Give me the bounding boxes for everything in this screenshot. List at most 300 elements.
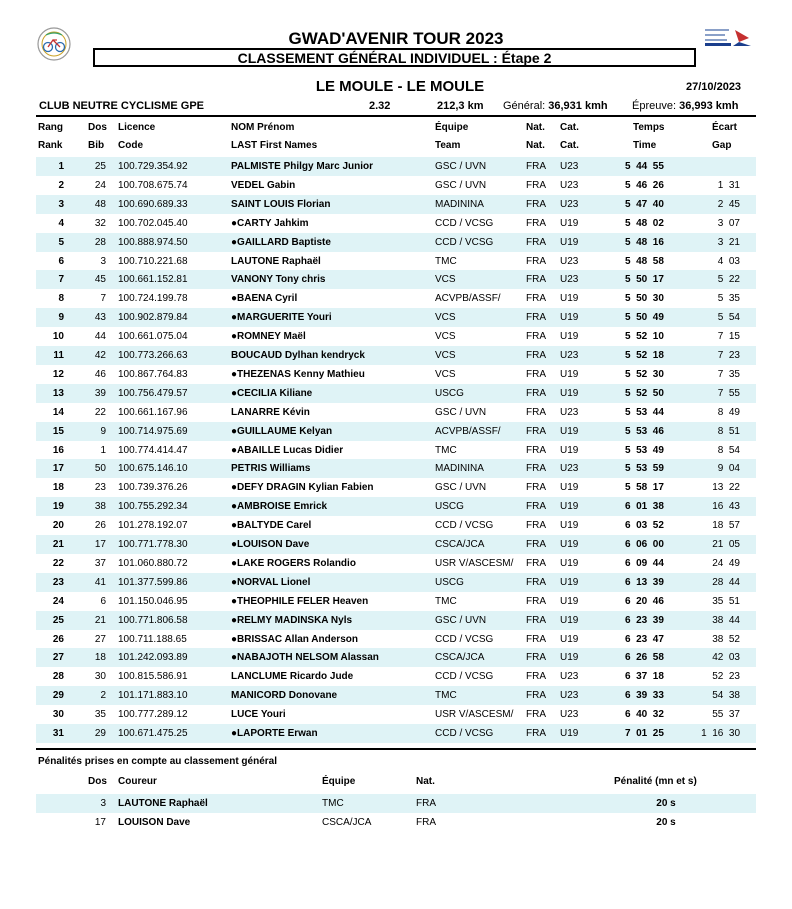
cell-bib: 1 [100,444,106,456]
general-speed-block [503,100,608,112]
col-temps: Temps [633,122,665,133]
cell-rank: 19 [52,501,64,513]
cell-gap: 1 31 [717,179,740,191]
cell-nat: FRA [526,482,546,494]
table-row [36,195,756,214]
cell-cat: U23 [560,274,579,286]
cell-name: ●BRISSAC Allan Anderson [231,633,358,645]
cell-nat: FRA [526,595,546,607]
cell-cat: U19 [560,236,579,248]
col-team: Team [435,140,461,151]
cell-rank: 14 [52,406,64,418]
cell-rank: 31 [52,728,64,739]
cell-team: ACVPB/ASSF/ [435,425,501,437]
cell-bib: 41 [94,576,106,588]
table-row [36,327,756,346]
cell-code: 100.690.689.33 [118,198,188,210]
cell-bib: 9 [100,425,106,437]
cell-cat: U19 [560,652,579,664]
cell-bib: 43 [94,312,106,324]
cell-team: USCG [435,387,464,399]
cell-code: 100.675.146.10 [118,463,188,475]
cell-bib: 30 [94,671,106,683]
table-row [36,630,756,649]
cell-time: 5 44 55 [625,161,664,172]
cell-time: 5 50 49 [625,312,664,324]
col-ecart: Écart [712,122,738,133]
cell-nat: FRA [526,368,546,380]
cell-gap: 7 23 [717,350,740,361]
table-row [36,252,756,271]
cell-code: 100.739.376.26 [118,482,188,494]
cell-name: ●BAENA Cyril [231,293,298,305]
cell-team: VCS [435,368,456,380]
cell-bib: 32 [94,217,106,229]
cell-time: 5 53 46 [625,425,664,437]
cell-team: ACVPB/ASSF/ [435,293,501,305]
cell-rank: 10 [52,331,64,343]
cell-nat: FRA [526,633,546,645]
cell-name: ●ROMNEY Maël [231,331,306,343]
cell-time: 6 01 38 [625,501,664,513]
cell-gap: 7 35 [717,368,740,380]
cell-code: 100.902.879.84 [118,312,188,324]
cell-team: VCS [435,274,456,286]
cell-team: CCD / VCSG [435,236,494,248]
penalty-cell-nat: FRA [416,817,436,828]
cell-team: VCS [435,331,456,343]
cell-rank: 20 [52,520,64,532]
cell-code: 100.714.975.69 [118,425,188,437]
table-row [36,459,756,478]
cell-gap: 13 22 [712,482,740,494]
col-dos: Dos [88,122,107,133]
cell-rank: 4 [58,217,64,229]
cell-code: 101.150.046.95 [118,595,188,607]
cell-cat: U19 [560,444,579,456]
cell-bib: 17 [94,539,106,550]
race-date: 27/10/2023 [686,81,742,93]
cell-time: 5 53 49 [625,444,664,456]
cell-gap: 21 05 [712,539,740,550]
cell-time: 5 52 50 [625,387,664,399]
cell-name: ●RELMY MADINSKA Nyls [231,614,353,626]
cell-time: 5 53 59 [625,463,664,475]
cell-bib: 50 [94,463,106,475]
cell-time: 5 48 16 [625,236,664,248]
cell-cat: U19 [560,614,579,626]
cell-bib: 6 [100,595,106,607]
col-nom: NOM Prénom [231,122,295,133]
cell-name: LANCLUME Ricardo Jude [231,671,354,683]
table-row [36,516,756,535]
col-code: Code [118,140,143,151]
cell-nat: FRA [526,728,546,739]
cell-name: MANICORD Donovane [231,690,338,702]
cell-gap: 42 03 [712,652,740,664]
col-nat: Nat. [526,122,545,133]
cell-cat: U23 [560,350,579,361]
col-equipe: Équipe [435,122,469,133]
cell-code: 101.171.883.10 [118,690,188,702]
cell-rank: 18 [52,482,64,494]
cell-bib: 25 [94,161,106,172]
cell-cat: U19 [560,217,579,229]
cell-code: 100.771.778.30 [118,539,188,550]
cell-team: TMC [435,255,457,267]
cell-rank: 8 [58,293,64,305]
cell-team: USCG [435,501,464,513]
cell-team: CCD / VCSG [435,728,494,739]
cell-bib: 18 [94,652,106,664]
table-row [36,289,756,308]
penalty-cell-bib: 3 [100,798,106,809]
penalty-cell-team: CSCA/JCA [322,817,372,828]
cell-gap: 4 03 [717,255,740,267]
penalty-cell-penalty: 20 s [656,798,676,809]
table-row [36,365,756,384]
cell-time: 7 01 25 [625,728,664,739]
cell-team: TMC [435,444,457,456]
col-gap: Gap [712,140,732,151]
cell-name: LUCE Youri [231,709,286,721]
table-row [36,478,756,497]
cell-time: 6 26 58 [625,652,664,664]
col-cat: Cat. [560,122,579,133]
table-row [36,497,756,516]
cell-name: ●GAILLARD Baptiste [231,236,331,248]
cell-time: 6 06 00 [625,539,664,550]
cell-bib: 3 [100,255,106,267]
cell-gap: 8 51 [717,425,740,437]
event-title: GWAD'AVENIR TOUR 2023 [288,29,504,48]
cell-cat: U23 [560,255,579,267]
cell-team: CSCA/JCA [435,539,485,550]
cell-gap: 8 49 [717,406,740,418]
cell-name: ●LAPORTE Erwan [231,728,318,739]
cell-bib: 35 [94,709,106,721]
cell-time: 6 23 39 [625,614,664,626]
table-row [36,403,756,422]
cell-bib: 38 [94,501,106,513]
cell-rank: 12 [52,368,64,380]
cell-rank: 9 [58,312,64,324]
epreuve-speed-block [632,100,738,112]
table-row [36,176,756,195]
cell-rank: 28 [52,671,64,683]
cell-gap: 7 15 [717,331,740,343]
cell-time: 5 58 17 [625,482,664,494]
cell-team: GSC / UVN [435,179,487,191]
cell-bib: 7 [100,293,106,305]
classification-subtitle: CLASSEMENT GÉNÉRAL INDIVIDUEL : Étape 2 [93,48,696,67]
cell-name: ●THEOPHILE FELER Heaven [231,595,369,607]
cell-code: 101.278.192.07 [118,520,188,532]
penalty-cell-penalty: 20 s [656,817,676,828]
cell-time: 6 03 52 [625,520,664,532]
cell-time: 5 48 58 [625,255,664,267]
epreuve-speed-label: Épreuve: [632,100,677,112]
cell-nat: FRA [526,198,546,210]
cell-name: PETRIS Williams [231,463,311,475]
cell-cat: U19 [560,482,579,494]
cell-gap: 9 04 [717,463,740,475]
cell-team: MADININA [435,198,484,210]
cell-code: 100.671.475.25 [118,728,188,739]
cell-gap: 3 21 [717,236,740,248]
cell-time: 6 13 39 [625,576,664,588]
cell-cat: U23 [560,179,579,191]
cell-rank: 5 [58,236,64,248]
cell-time: 5 50 17 [625,274,664,286]
cell-gap: 35 51 [712,595,740,607]
cell-bib: 39 [94,387,106,399]
cell-name: SAINT LOUIS Florian [231,198,331,210]
cell-cat: U23 [560,709,579,721]
cell-code: 100.661.152.81 [118,274,188,286]
cell-cat: U19 [560,539,579,550]
cell-name: BOUCAUD Dylhan kendryck [231,350,365,361]
cell-name: ●GUILLAUME Kelyan [231,425,333,437]
cell-time: 6 37 18 [625,671,664,683]
table-row [36,686,756,705]
cell-time: 5 53 44 [625,406,664,418]
cell-cat: U19 [560,368,579,380]
table-row [36,705,756,724]
cell-rank: 7 [58,274,64,286]
cell-gap: 16 43 [712,501,740,513]
col-rank: Rank [38,140,63,151]
table-row [36,573,756,592]
penalty-cell-nat: FRA [416,798,436,809]
cell-code: 100.771.806.58 [118,614,188,626]
cell-nat: FRA [526,387,546,399]
cell-code: 100.755.292.34 [118,501,188,513]
cell-gap: 5 54 [717,312,740,324]
cell-time: 5 48 02 [625,217,664,229]
pen-col-penalite: Pénalité (mn et s) [614,776,697,787]
cell-rank: 22 [52,557,64,569]
col-bib: Bib [88,140,105,151]
cell-bib: 29 [94,728,106,739]
cell-name: PALMISTE Philgy Marc Junior [231,161,374,172]
cell-cat: U19 [560,387,579,399]
cell-bib: 44 [94,331,106,343]
cell-bib: 45 [94,274,106,286]
cell-nat: FRA [526,690,546,702]
cell-code: 100.773.266.63 [118,350,188,361]
cell-rank: 16 [52,444,64,456]
cell-bib: 2 [100,690,106,702]
penalty-cell-name: LOUISON Dave [118,817,191,828]
stage-distance: 212,3 km [437,100,484,112]
cell-code: 100.729.354.92 [118,161,188,172]
cell-cat: U19 [560,501,579,513]
table-row [36,214,756,233]
cell-team: CSCA/JCA [435,652,485,664]
cell-cat: U19 [560,293,579,305]
cell-name: ●CECILIA Kiliane [231,387,313,399]
cell-code: 101.377.599.86 [118,576,188,588]
cell-nat: FRA [526,444,546,456]
cell-code: 100.708.675.74 [118,179,188,191]
cell-code: 100.724.199.78 [118,293,188,305]
cell-gap: 52 23 [712,671,740,683]
cell-code: 101.060.880.72 [118,557,188,569]
cell-code: 100.710.221.68 [118,255,188,267]
cell-code: 100.815.586.91 [118,671,188,683]
cell-rank: 29 [52,690,64,702]
cell-time: 6 23 47 [625,633,664,645]
cell-code: 100.777.289.12 [118,709,188,721]
cell-rank: 25 [52,614,64,626]
cell-team: GSC / UVN [435,482,487,494]
cell-gap: 1 16 30 [701,728,740,739]
stage-time: 2.32 [369,100,391,112]
cell-bib: 21 [94,614,106,626]
table-row [36,346,756,365]
cell-rank: 2 [58,179,64,191]
cell-code: 101.242.093.89 [118,652,188,664]
cell-cat: U23 [560,690,579,702]
cell-code: 100.756.479.57 [118,387,188,399]
cell-name: ●DEFY DRAGIN Kylian Fabien [231,482,374,494]
cell-cat: U19 [560,425,579,437]
cell-team: CCD / VCSG [435,633,494,645]
table-row [36,554,756,573]
penalty-cell-name: LAUTONE Raphaël [118,798,208,809]
penalty-row [36,813,756,832]
cell-cat: U23 [560,161,579,172]
cell-team: GSC / UVN [435,406,487,418]
cell-rank: 17 [52,463,64,475]
cell-cat: U19 [560,331,579,343]
table-row [36,308,756,327]
cell-gap: 7 55 [717,387,740,399]
cell-time: 6 09 44 [625,557,664,569]
cell-team: USR V/ASCESM/ [435,709,514,721]
cell-name: ●NORVAL Lionel [231,576,311,588]
penalty-cell-bib: 17 [94,817,106,828]
cell-cat: U19 [560,520,579,532]
cell-rank: 30 [52,709,64,721]
table-row [36,592,756,611]
cell-nat: FRA [526,274,546,286]
pen-col-dos: Dos [88,776,107,787]
cell-cat: U23 [560,463,579,475]
cell-bib: 23 [94,482,106,494]
penalty-cell-team: TMC [322,798,344,809]
cell-gap: 3 07 [717,217,740,229]
cell-time: 5 52 18 [625,350,664,361]
cell-team: GSC / UVN [435,161,487,172]
cell-bib: 26 [94,520,106,532]
cell-time: 5 52 10 [625,331,664,343]
cell-rank: 6 [58,255,64,267]
cell-rank: 21 [52,539,64,550]
table-row [36,233,756,252]
cell-gap: 38 44 [712,614,740,626]
general-speed-label: Général: [503,100,546,112]
cell-time: 6 39 33 [625,690,664,702]
cell-bib: 27 [94,633,106,645]
cell-nat: FRA [526,293,546,305]
cell-time: 6 40 32 [625,709,664,721]
cell-time: 6 20 46 [625,595,664,607]
cell-team: TMC [435,595,457,607]
cell-team: USCG [435,576,464,588]
cell-time: 5 46 26 [625,179,664,191]
cell-cat: U19 [560,576,579,588]
cell-bib: 37 [94,557,106,569]
table-bottom-divider [36,748,756,750]
penalties-title: Pénalités prises en compte au classement général [38,756,277,767]
cell-time: 5 50 30 [625,293,664,305]
pen-col-nat: Nat. [416,776,435,787]
cell-gap: 54 38 [712,690,740,702]
cell-bib: 48 [94,198,106,210]
cell-nat: FRA [526,236,546,248]
cell-name: ●AMBROISE Emrick [231,501,328,513]
cell-cat: U23 [560,406,579,418]
cell-gap: 55 37 [712,709,740,721]
cell-nat: FRA [526,350,546,361]
cell-nat: FRA [526,161,546,172]
table-row [36,384,756,403]
cell-nat: FRA [526,557,546,569]
cell-cat: U19 [560,633,579,645]
cell-name: ●ABAILLE Lucas Didier [231,444,344,456]
table-row [36,611,756,630]
cell-cat: U19 [560,728,579,739]
cell-nat: FRA [526,406,546,418]
col-nat-en: Nat. [526,140,545,151]
cell-bib: 28 [94,236,106,248]
header-divider [36,115,756,117]
col-licence: Licence [118,122,156,133]
cell-nat: FRA [526,179,546,191]
cell-team: TMC [435,690,457,702]
cell-bib: 22 [94,406,106,418]
col-last-first: LAST First Names [231,140,318,151]
cell-rank: 15 [52,425,64,437]
cell-cat: U23 [560,671,579,683]
col-time: Time [633,140,657,151]
cell-rank: 11 [53,350,64,361]
cell-cat: U19 [560,557,579,569]
cell-gap: 18 57 [712,520,740,532]
cell-team: VCS [435,350,456,361]
cell-bib: 24 [94,179,106,191]
cell-nat: FRA [526,671,546,683]
cell-team: CCD / VCSG [435,520,494,532]
cell-name: ●LAKE ROGERS Rolandio [231,557,356,569]
penalty-row [36,794,756,813]
cell-team: MADININA [435,463,484,475]
table-row [36,422,756,441]
cell-rank: 23 [52,576,64,588]
cell-nat: FRA [526,520,546,532]
pen-col-equipe: Équipe [322,776,356,787]
cell-nat: FRA [526,539,546,550]
table-row [36,667,756,686]
table-row [36,724,756,743]
cell-name: VANONY Tony chris [231,274,326,286]
cell-team: CCD / VCSG [435,671,494,683]
cell-code: 100.711.188.65 [118,633,187,645]
cell-rank: 1 [58,161,64,172]
cell-team: VCS [435,312,456,324]
